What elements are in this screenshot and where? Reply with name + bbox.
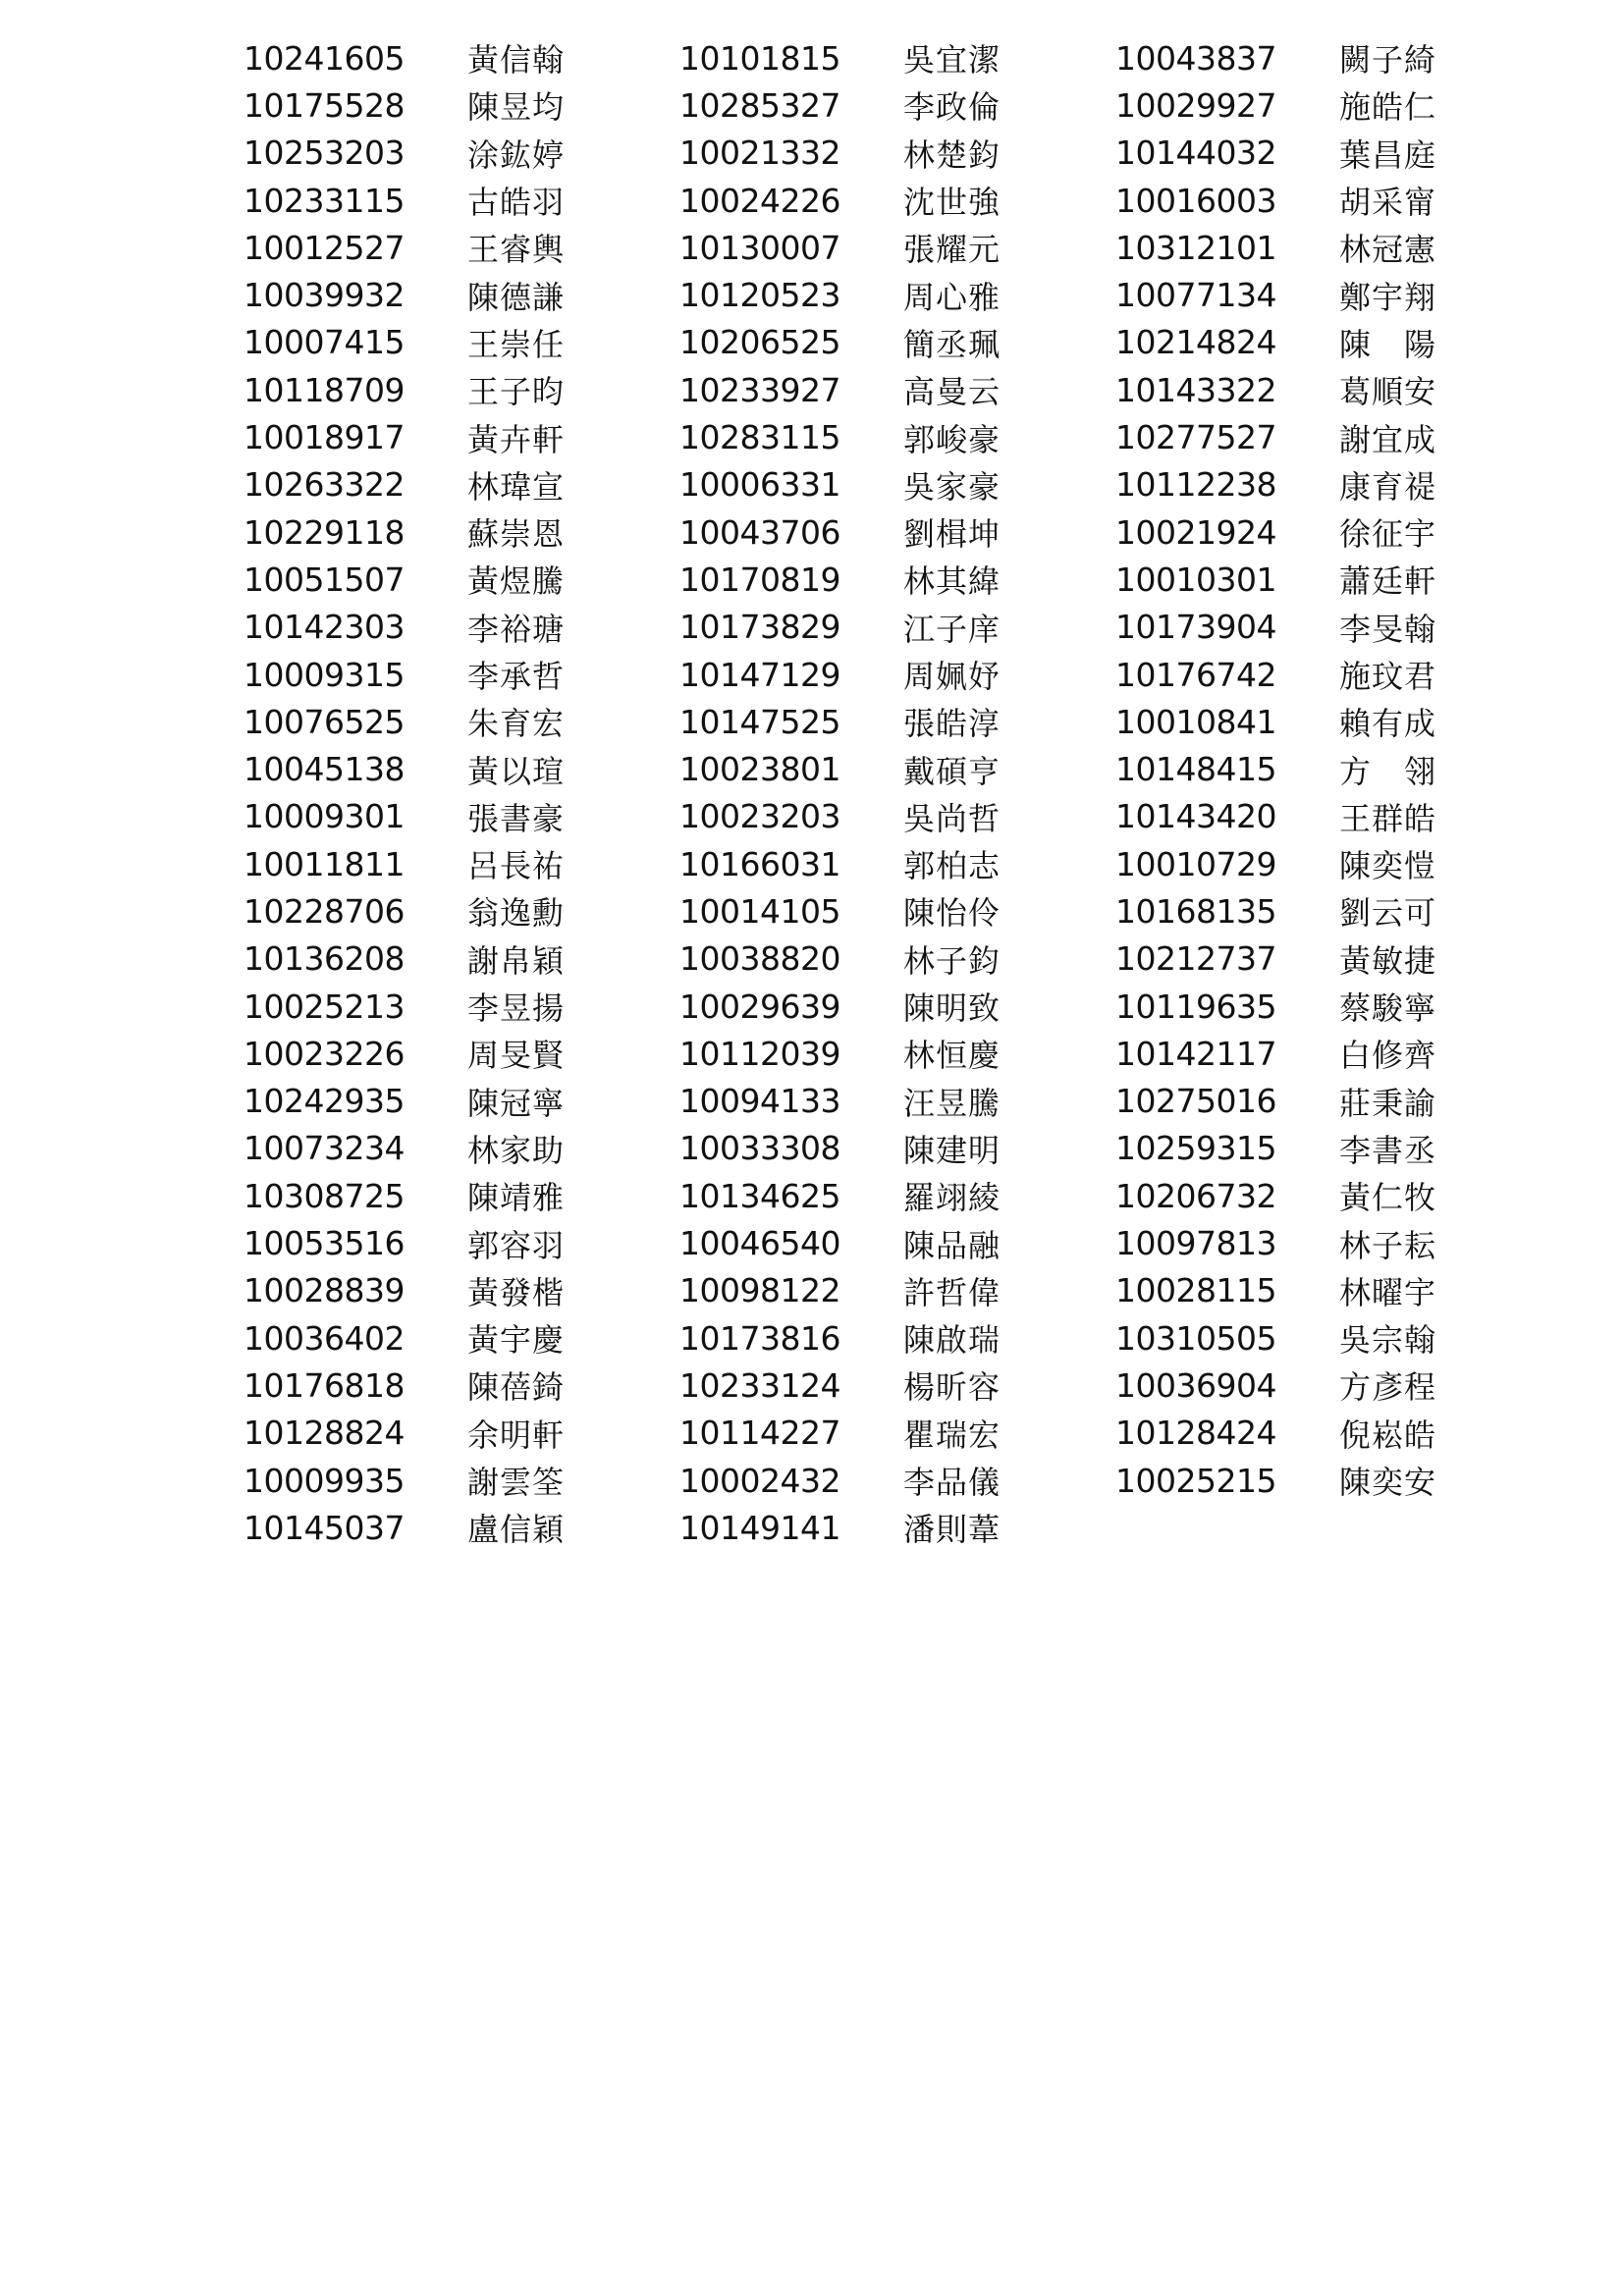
student-id: 10134625	[679, 1176, 840, 1215]
roster-row	[243, 651, 676, 698]
roster-row	[243, 224, 676, 271]
student-id: 10259315	[1115, 1129, 1276, 1168]
student-name: 王子昀	[467, 373, 566, 411]
student-name: 謝雲筌	[467, 1464, 566, 1502]
student-id: 10012527	[243, 228, 405, 267]
student-name: 鄭宇翔	[1339, 278, 1437, 316]
roster-row	[1115, 887, 1547, 934]
student-id: 10128824	[243, 1414, 405, 1453]
student-id: 10029927	[1115, 85, 1276, 125]
roster-row	[679, 81, 1111, 129]
roster-row	[1115, 1362, 1547, 1409]
student-name: 陳啟瑞	[903, 1321, 1001, 1360]
student-name: 林子耘	[1339, 1226, 1437, 1264]
roster-row	[243, 1362, 676, 1409]
student-id: 10073234	[243, 1129, 405, 1168]
student-id: 10028839	[243, 1271, 405, 1310]
student-id: 10173816	[679, 1318, 840, 1358]
roster-row	[243, 983, 676, 1030]
student-id: 10241605	[243, 38, 405, 78]
roster-row	[243, 935, 676, 983]
student-name: 吳尚哲	[903, 799, 1001, 837]
student-id: 10166031	[679, 844, 840, 883]
roster-row	[1115, 413, 1547, 460]
student-name: 蕭廷軒	[1339, 562, 1437, 601]
roster-row	[1115, 604, 1547, 651]
student-name: 周姵妤	[903, 658, 1001, 695]
roster-row	[679, 271, 1111, 318]
roster-row	[1115, 366, 1547, 413]
roster-row	[679, 1219, 1111, 1266]
student-name: 翁逸勳	[467, 894, 566, 933]
student-name: 徐征宇	[1339, 515, 1437, 554]
roster-row	[243, 1267, 676, 1314]
roster-row	[679, 413, 1111, 460]
student-name: 林其緯	[903, 562, 1001, 601]
roster-row	[243, 1314, 676, 1362]
student-id: 10036904	[1115, 1365, 1276, 1405]
student-id: 10038820	[679, 939, 840, 979]
student-id: 10229118	[243, 512, 405, 552]
student-id: 10118709	[243, 370, 405, 409]
roster-row	[1115, 840, 1547, 887]
roster-row	[243, 34, 676, 81]
student-name: 潘則葦	[903, 1511, 1001, 1549]
roster-row	[679, 34, 1111, 81]
student-name: 劉楫坤	[903, 515, 1001, 554]
student-name: 李政倫	[903, 88, 1001, 127]
roster-row	[243, 745, 676, 792]
student-name: 瞿瑞宏	[903, 1415, 1001, 1454]
roster-row	[1115, 1030, 1547, 1077]
student-id: 10176818	[243, 1365, 405, 1405]
roster-row	[243, 1504, 676, 1551]
student-id: 10233124	[679, 1365, 840, 1405]
student-name: 黃發楷	[467, 1273, 566, 1311]
student-id: 10149141	[679, 1508, 840, 1547]
roster-row	[243, 413, 676, 460]
student-name: 李裕瑭	[467, 610, 566, 648]
student-name: 吳宗翰	[1339, 1321, 1437, 1360]
student-name: 李旻翰	[1339, 610, 1437, 648]
student-name: 古皓羽	[467, 184, 566, 222]
student-name: 李書丞	[1339, 1131, 1437, 1169]
roster-column-1	[243, 34, 676, 1552]
student-name: 郭峻豪	[903, 420, 1001, 458]
student-name: 白修齊	[1339, 1037, 1437, 1075]
student-name: 張皓淳	[903, 705, 1001, 743]
student-name: 李承哲	[467, 658, 566, 695]
student-id: 10145037	[243, 1508, 405, 1547]
student-id: 10143420	[1115, 797, 1276, 836]
student-name: 郭容羽	[467, 1226, 566, 1264]
roster-row	[1115, 224, 1547, 271]
roster-row	[679, 1314, 1111, 1362]
student-name: 吳宜潔	[903, 41, 1001, 80]
roster-row	[679, 698, 1111, 745]
student-id: 10077134	[1115, 276, 1276, 315]
roster-row	[679, 1504, 1111, 1551]
student-id: 10233115	[243, 181, 405, 220]
student-name: 周心雅	[903, 278, 1001, 316]
roster-row	[243, 461, 676, 508]
student-id: 10130007	[679, 228, 840, 267]
roster-row	[1115, 34, 1547, 81]
roster-row	[679, 793, 1111, 840]
student-id: 10283115	[679, 418, 840, 457]
student-id: 10263322	[243, 465, 405, 505]
roster-row	[679, 508, 1111, 556]
student-name: 施皓仁	[1339, 88, 1437, 127]
student-name: 闕子綺	[1339, 41, 1437, 80]
student-name: 葛順安	[1339, 373, 1437, 411]
roster-row	[243, 1410, 676, 1457]
student-id: 10101815	[679, 38, 840, 78]
roster-row	[1115, 461, 1547, 508]
roster-row	[1115, 1219, 1547, 1266]
roster-row	[243, 1125, 676, 1172]
roster-row	[679, 1030, 1111, 1077]
roster-row	[243, 1030, 676, 1077]
student-id: 10009301	[243, 797, 405, 836]
roster-row	[1115, 1457, 1547, 1504]
student-id: 10045138	[243, 750, 405, 789]
student-name: 陳德謙	[467, 278, 566, 316]
roster-row	[679, 887, 1111, 934]
student-id: 10312101	[1115, 228, 1276, 267]
student-id: 10011811	[243, 844, 405, 883]
roster-row	[1115, 1314, 1547, 1362]
student-name: 陳冠寧	[467, 1084, 566, 1122]
student-name: 葉昌庭	[1339, 135, 1437, 174]
roster-row	[1115, 130, 1547, 177]
roster-row	[1115, 556, 1547, 603]
roster-row	[679, 224, 1111, 271]
roster-row	[679, 604, 1111, 651]
roster-row	[243, 793, 676, 840]
student-name: 陳靖雅	[467, 1179, 566, 1217]
student-name: 盧信穎	[467, 1511, 566, 1549]
student-name: 方 翎	[1339, 752, 1437, 790]
roster-row	[243, 840, 676, 887]
student-name: 郭柏志	[903, 847, 1001, 885]
student-id: 10206732	[1115, 1176, 1276, 1215]
student-name: 李品儀	[903, 1464, 1001, 1502]
student-id: 10009315	[243, 655, 405, 694]
student-name: 陳建明	[903, 1131, 1001, 1169]
roster-row	[243, 698, 676, 745]
student-name: 許哲偉	[903, 1273, 1001, 1311]
student-id: 10119635	[1115, 987, 1276, 1026]
roster-row	[1115, 793, 1547, 840]
student-name: 方彥程	[1339, 1368, 1437, 1407]
student-name: 楊昕容	[903, 1368, 1001, 1407]
student-id: 10028115	[1115, 1271, 1276, 1310]
student-id: 10143322	[1115, 370, 1276, 409]
student-name: 周旻賢	[467, 1037, 566, 1075]
student-id: 10094133	[679, 1082, 840, 1121]
roster-row	[679, 745, 1111, 792]
student-name: 涂鈜婷	[467, 135, 566, 174]
student-id: 10009935	[243, 1461, 405, 1500]
roster-row	[1115, 1125, 1547, 1172]
student-name: 胡采甯	[1339, 184, 1437, 222]
roster-row	[243, 81, 676, 129]
student-name: 陳奕安	[1339, 1464, 1437, 1502]
roster-column-3	[1115, 34, 1547, 1504]
student-id: 10043837	[1115, 38, 1276, 78]
student-name: 沈世強	[903, 184, 1001, 222]
roster-row	[243, 271, 676, 318]
student-id: 10212737	[1115, 939, 1276, 979]
roster-row	[243, 319, 676, 366]
roster-row	[1115, 983, 1547, 1030]
student-id: 10014105	[679, 891, 840, 931]
student-name: 黃仁牧	[1339, 1179, 1437, 1217]
student-id: 10285327	[679, 85, 840, 125]
roster-row	[243, 130, 676, 177]
student-id: 10002432	[679, 1461, 840, 1500]
student-id: 10023203	[679, 797, 840, 836]
roster-row	[243, 1457, 676, 1504]
student-name: 王群皓	[1339, 799, 1437, 837]
student-id: 10023801	[679, 750, 840, 789]
student-id: 10029639	[679, 987, 840, 1026]
student-name: 黃以瑄	[467, 752, 566, 790]
student-id: 10025215	[1115, 1461, 1276, 1500]
student-id: 10098122	[679, 1271, 840, 1310]
student-id: 10024226	[679, 181, 840, 220]
roster-row	[243, 1172, 676, 1219]
roster-row	[243, 508, 676, 556]
student-id: 10168135	[1115, 891, 1276, 931]
roster-row	[679, 1125, 1111, 1172]
student-name: 李昱揚	[467, 989, 566, 1028]
roster-row	[1115, 651, 1547, 698]
student-id: 10144032	[1115, 133, 1276, 173]
roster-row	[1115, 177, 1547, 224]
student-name: 余明軒	[467, 1415, 566, 1454]
student-id: 10114227	[679, 1414, 840, 1453]
roster-row	[679, 1457, 1111, 1504]
student-name: 謝宜成	[1339, 420, 1437, 458]
student-id: 10136208	[243, 939, 405, 979]
student-id: 10173829	[679, 608, 840, 647]
roster-row	[1115, 935, 1547, 983]
student-id: 10006331	[679, 465, 840, 505]
student-id: 10173904	[1115, 608, 1276, 647]
student-id: 10010841	[1115, 702, 1276, 741]
student-name: 陳蓓錡	[467, 1368, 566, 1407]
student-id: 10142117	[1115, 1034, 1276, 1073]
student-name: 陳 陽	[1339, 325, 1437, 363]
student-id: 10233927	[679, 370, 840, 409]
roster-row	[679, 366, 1111, 413]
roster-row	[1115, 745, 1547, 792]
student-id: 10277527	[1115, 418, 1276, 457]
student-id: 10051507	[243, 560, 405, 599]
student-name: 康育禔	[1339, 467, 1437, 506]
roster-row	[1115, 508, 1547, 556]
student-id: 10214824	[1115, 323, 1276, 362]
student-name: 黃敏捷	[1339, 941, 1437, 980]
student-name: 陳品融	[903, 1226, 1001, 1264]
student-id: 10242935	[243, 1082, 405, 1121]
student-name: 張書豪	[467, 799, 566, 837]
student-name: 劉云可	[1339, 894, 1437, 933]
student-id: 10170819	[679, 560, 840, 599]
student-id: 10310505	[1115, 1318, 1276, 1358]
roster-row	[679, 1362, 1111, 1409]
student-name: 謝帛穎	[467, 941, 566, 980]
roster-row	[679, 130, 1111, 177]
student-id: 10039932	[243, 276, 405, 315]
roster-row	[679, 651, 1111, 698]
student-id: 10128424	[1115, 1414, 1276, 1453]
student-id: 10147129	[679, 655, 840, 694]
student-name: 羅翊綾	[903, 1179, 1001, 1217]
roster-row	[679, 1078, 1111, 1125]
student-id: 10033308	[679, 1129, 840, 1168]
roster-row	[243, 604, 676, 651]
student-id: 10018917	[243, 418, 405, 457]
student-id: 10010301	[1115, 560, 1276, 599]
student-name: 林曜宇	[1339, 1273, 1437, 1311]
student-name: 黃卉軒	[467, 420, 566, 458]
roster-row	[1115, 271, 1547, 318]
student-id: 10053516	[243, 1224, 405, 1263]
student-name: 王睿輿	[467, 231, 566, 269]
student-id: 10021924	[1115, 512, 1276, 552]
roster-row	[243, 366, 676, 413]
roster-row	[243, 556, 676, 603]
roster-row	[1115, 1410, 1547, 1457]
student-id: 10025213	[243, 987, 405, 1026]
student-name: 黃宇慶	[467, 1321, 566, 1360]
student-name: 朱育宏	[467, 705, 566, 743]
student-id: 10016003	[1115, 181, 1276, 220]
roster-row	[1115, 1267, 1547, 1314]
student-name: 陳怡伶	[903, 894, 1001, 933]
roster-row	[1115, 1172, 1547, 1219]
student-name: 黃信翰	[467, 41, 566, 80]
student-name: 林冠憲	[1339, 231, 1437, 269]
student-name: 陳昱均	[467, 88, 566, 127]
student-name: 王崇任	[467, 325, 566, 363]
student-id: 10147525	[679, 702, 840, 741]
student-name: 林恒慶	[903, 1037, 1001, 1075]
student-id: 10253203	[243, 133, 405, 173]
student-id: 10010729	[1115, 844, 1276, 883]
student-name: 林家助	[467, 1131, 566, 1169]
student-name: 倪崧皓	[1339, 1415, 1437, 1454]
student-name: 蔡駿寧	[1339, 989, 1437, 1028]
roster-row	[679, 1410, 1111, 1457]
student-id: 10142303	[243, 608, 405, 647]
student-id: 10176742	[1115, 655, 1276, 694]
student-id: 10148415	[1115, 750, 1276, 789]
student-name: 高曼云	[903, 373, 1001, 411]
roster-row	[679, 461, 1111, 508]
student-name: 戴碩亨	[903, 752, 1001, 790]
student-name: 林瑋宣	[467, 467, 566, 506]
roster-row	[679, 177, 1111, 224]
student-name: 簡丞珮	[903, 325, 1001, 363]
student-id: 10228706	[243, 891, 405, 931]
roster-row	[679, 1267, 1111, 1314]
student-name: 賴有成	[1339, 705, 1437, 743]
student-name: 陳奕愷	[1339, 847, 1437, 885]
roster-row	[243, 1219, 676, 1266]
roster-row	[1115, 1078, 1547, 1125]
roster-row	[1115, 319, 1547, 366]
roster-row	[679, 556, 1111, 603]
student-name: 張耀元	[903, 231, 1001, 269]
student-id: 10007415	[243, 323, 405, 362]
roster-row	[679, 1172, 1111, 1219]
student-name: 林子鈞	[903, 941, 1001, 980]
student-id: 10036402	[243, 1318, 405, 1358]
student-name: 江子庠	[903, 610, 1001, 648]
student-name: 呂長祐	[467, 847, 566, 885]
roster-row	[243, 887, 676, 934]
roster-row	[679, 840, 1111, 887]
student-id: 10112039	[679, 1034, 840, 1073]
student-id: 10275016	[1115, 1082, 1276, 1121]
roster-row	[679, 935, 1111, 983]
roster-row	[243, 1078, 676, 1125]
student-name: 陳明致	[903, 989, 1001, 1028]
student-name: 吳家豪	[903, 467, 1001, 506]
roster-column-2	[679, 34, 1111, 1552]
student-id: 10043706	[679, 512, 840, 552]
student-id: 10097813	[1115, 1224, 1276, 1263]
student-name: 莊秉諭	[1339, 1084, 1437, 1122]
student-name: 蘇崇恩	[467, 515, 566, 554]
student-id: 10076525	[243, 702, 405, 741]
student-id: 10023226	[243, 1034, 405, 1073]
roster-row	[243, 177, 676, 224]
roster-row	[679, 983, 1111, 1030]
roster-row	[1115, 81, 1547, 129]
student-name: 林楚鈞	[903, 135, 1001, 174]
student-id: 10175528	[243, 85, 405, 125]
student-name: 汪昱騰	[903, 1084, 1001, 1122]
student-name: 黃煜騰	[467, 562, 566, 601]
student-id: 10112238	[1115, 465, 1276, 505]
roster-row	[679, 319, 1111, 366]
student-id: 10120523	[679, 276, 840, 315]
student-id: 10308725	[243, 1176, 405, 1215]
student-id: 10046540	[679, 1224, 840, 1263]
student-id: 10021332	[679, 133, 840, 173]
student-name: 施玟君	[1339, 658, 1437, 695]
student-id: 10206525	[679, 323, 840, 362]
roster-row	[1115, 698, 1547, 745]
